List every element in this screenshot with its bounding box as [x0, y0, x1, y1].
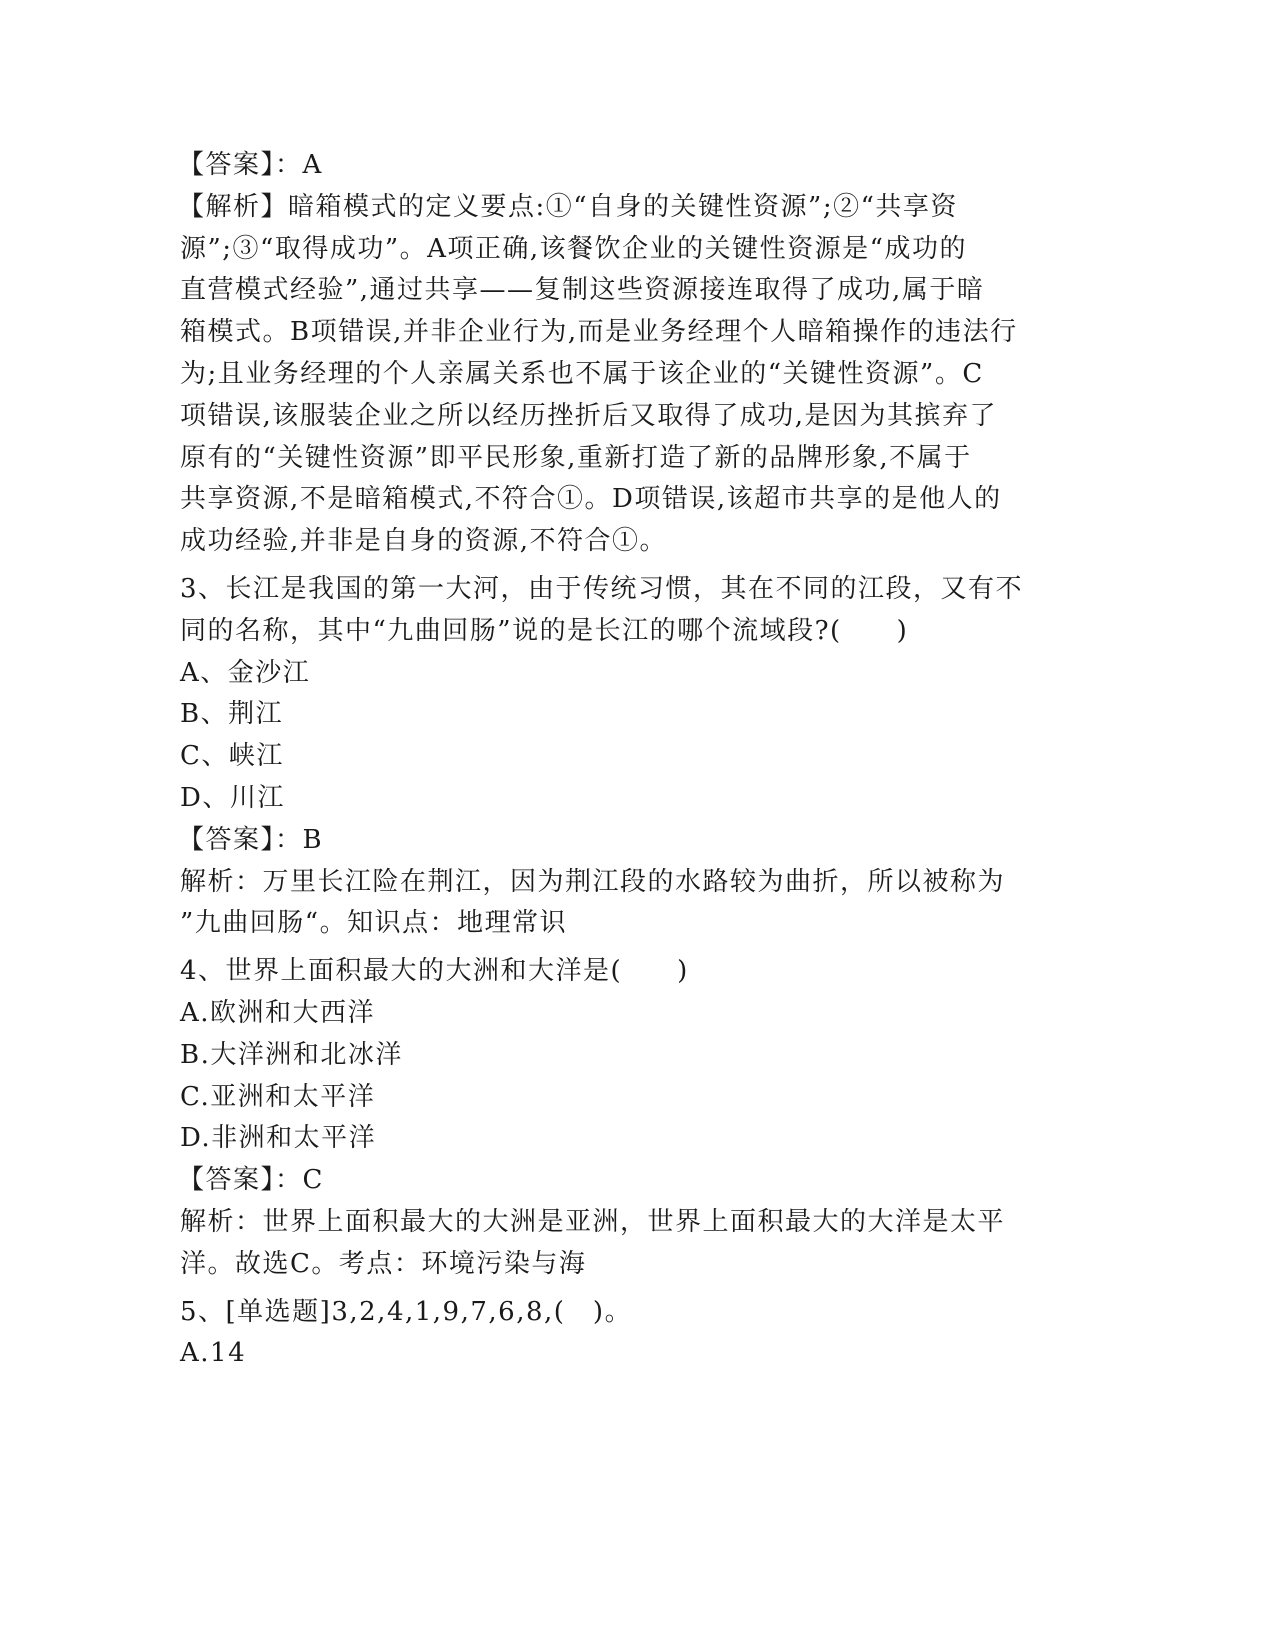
option-c: C.亚洲和太平洋	[180, 1081, 376, 1112]
analysis-line: 成功经验,并非是自身的资源,不符合①。	[180, 526, 668, 557]
analysis-line: 【解析】暗箱模式的定义要点:①“自身的关键性资源”;②“共享资	[178, 191, 958, 222]
question-4	[180, 951, 1080, 1285]
analysis-line: 洋。故选C。考点：环境污染与海	[180, 1248, 587, 1279]
analysis-line: 源”;③“取得成功”。A项正确,该餐饮企业的关键性资源是“成功的	[180, 233, 967, 264]
analysis-line: 直营模式经验”,通过共享——复制这些资源接连取得了成功,属于暗	[180, 275, 985, 306]
option-c: C、峡江	[180, 741, 284, 772]
analysis-line: 解析：万里长江险在荆江，因为荆江段的水路较为曲折，所以被称为	[180, 866, 1006, 897]
question-text: 3、长江是我国的第一大河，由于传统习惯，其在不同的江段，又有不	[180, 573, 1024, 604]
option-a: A.欧洲和大西洋	[180, 997, 376, 1028]
document-page	[180, 145, 1080, 1375]
previous-question-solution	[180, 145, 1080, 563]
question-text: 同的名称，其中“九曲回肠”说的是长江的哪个流域段?( )	[180, 615, 909, 646]
answer-line: 【答案】：C	[178, 1165, 324, 1196]
analysis-line: 箱模式。B项错误,并非企业行为,而是业务经理个人暗箱操作的违法行	[180, 317, 1018, 348]
analysis-line: ”九曲回肠“。知识点：地理常识	[180, 908, 568, 939]
option-d: D.非洲和太平洋	[180, 1123, 377, 1154]
option-a: A、金沙江	[180, 657, 311, 688]
option-b: B、荆江	[180, 699, 284, 730]
question-text: 4、世界上面积最大的大洲和大洋是( )	[180, 956, 689, 987]
analysis-line: 共享资源,不是暗箱模式,不符合①。D项错误,该超市共享的是他人的	[180, 484, 1002, 515]
analysis-line: 解析：世界上面积最大的大洲是亚洲，世界上面积最大的大洋是太平	[180, 1206, 1006, 1237]
option-a: A.14	[180, 1338, 247, 1369]
analysis-line: 为;且业务经理的个人亲属关系也不属于该企业的“关键性资源”。C	[180, 358, 984, 389]
answer-line: 【答案】：A	[178, 150, 323, 180]
question-5	[180, 1292, 1080, 1376]
option-d: D、川江	[180, 782, 285, 813]
analysis-line: 原有的“关键性资源”即平民形象,重新打造了新的品牌形象,不属于	[180, 442, 972, 473]
question-text: 5、[单选题]3,2,4,1,9,7,6,8,( )。	[180, 1296, 633, 1327]
answer-line: 【答案】：B	[178, 824, 324, 855]
question-3	[180, 569, 1080, 945]
analysis-line: 项错误,该服装企业之所以经历挫折后又取得了成功,是因为其摈弃了	[180, 400, 998, 431]
option-b: B.大洋洲和北冰洋	[180, 1039, 403, 1070]
